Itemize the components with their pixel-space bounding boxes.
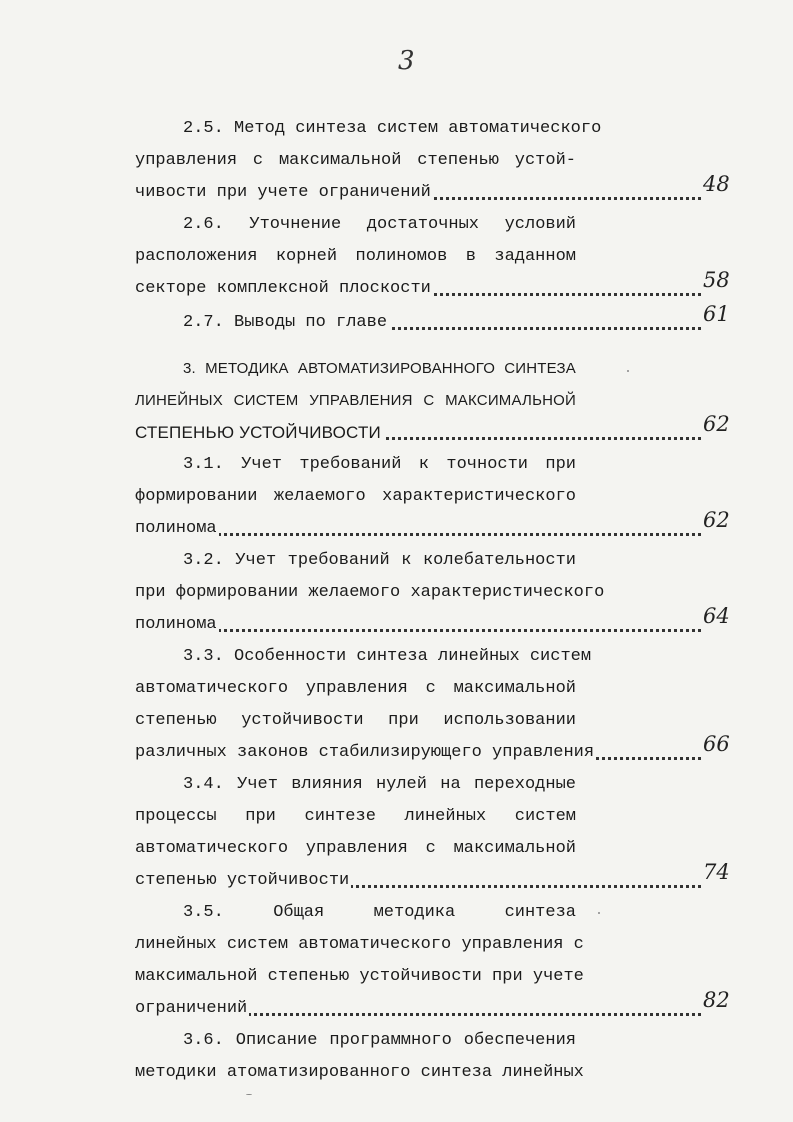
toc-entry-2-6-page: 58 (703, 268, 730, 292)
toc-entry-3-2-line-2: при формировании желаемого характеристического (135, 583, 605, 602)
toc-entry-2-5-line-2: управления с максимальной степенью устой- (135, 151, 576, 170)
scan-speck (598, 912, 600, 914)
toc-entry-3-5-line-1: 3.5. Общая методика синтеза (183, 903, 576, 922)
toc-entry-3-1-line-2: формировании желаемого характеристического (135, 487, 576, 506)
toc-entry-3-5-line-4: ограничений (135, 999, 248, 1018)
toc-entry-3-3-page: 66 (703, 732, 730, 756)
toc-entry-3-5-page: 82 (703, 988, 730, 1012)
toc-entry-3-2-line-1: 3.2. Учет требований к колебательности (183, 551, 576, 570)
toc-entry-3-2-line-3: полинома (135, 615, 217, 634)
toc-entry-3-4-leader (135, 871, 701, 891)
toc-entry-3-3-line-4: различных законов стабилизирующего управления (135, 743, 595, 762)
toc-entry-3-1-line-1: 3.1. Учет требований к точности при (183, 455, 576, 474)
toc-entry-3-3-leader (135, 743, 701, 763)
toc-entry-3-4-line-4: степенью устойчивости (135, 871, 350, 890)
toc-entry-3-4-page: 74 (703, 860, 730, 884)
toc-entry-3-4-line-2: процессы при синтезе линейных систем (135, 807, 576, 826)
toc-entry-3-2-leader (135, 615, 701, 635)
toc-entry-3-3-line-3: степенью устойчивости при использовании (135, 711, 576, 730)
toc-entry-3-5-line-2: линейных систем автоматического управления с (135, 935, 584, 954)
toc-entry-2-6-line-1: 2.6. Уточнение достаточных условий (183, 215, 576, 234)
toc-entry-3-5-leader (135, 999, 701, 1019)
toc-chapter-3-line-3: СТЕПЕНЬЮ УСТОЙЧИВОСТИ (135, 423, 381, 442)
toc-entry-2-7-line-1: 2.7. Выводы по главе (183, 313, 388, 332)
page-number: 3 (398, 46, 415, 76)
toc-entry-2-5-line-1: 2.5. Метод синтеза систем автоматического (183, 119, 602, 138)
toc-entry-3-2-page: 64 (703, 604, 730, 628)
toc-entry-3-1-line-3: полинома (135, 519, 217, 538)
dot-leader (135, 629, 701, 632)
toc-entry-2-6-leader (135, 279, 701, 299)
toc-entry-2-6-line-2: расположения корней полиномов в заданном (135, 247, 576, 266)
toc-entry-2-7-leader (183, 313, 701, 333)
toc-chapter-3-leader (135, 423, 701, 443)
scan-speck (627, 370, 629, 372)
toc-entry-3-6-line-2: методики атоматизированного синтеза линейных (135, 1063, 584, 1082)
scan-speck (246, 1094, 252, 1095)
toc-entry-2-7-page: 61 (703, 302, 730, 326)
toc-entry-3-3-line-1: 3.3. Особенности синтеза линейных систем (183, 647, 592, 666)
toc-chapter-3-page: 62 (703, 412, 730, 436)
toc-chapter-3-line-2: ЛИНЕЙНЫХ СИСТЕМ УПРАВЛЕНИЯ С МАКСИМАЛЬНОЙ (135, 392, 576, 409)
toc-entry-3-1-leader (135, 519, 701, 539)
toc-entry-3-1-page: 62 (703, 508, 730, 532)
toc-entry-3-6-line-1: 3.6. Описание программного обеспечения (183, 1031, 576, 1050)
toc-entry-2-5-line-3: чивости при учете ограничений (135, 183, 431, 202)
dot-leader (135, 533, 701, 536)
toc-entry-3-4-line-1: 3.4. Учет влияния нулей на переходные (183, 775, 576, 794)
toc-entry-3-5-line-3: максимальной степенью устойчивости при учете (135, 967, 584, 986)
toc-chapter-3-line-1: 3. МЕТОДИКА АВТОМАТИЗИРОВАННОГО СИНТЕЗА (183, 360, 576, 377)
toc-entry-3-4-line-3: автоматического управления с максимальной (135, 839, 576, 858)
toc-entry-2-5-page: 48 (703, 172, 730, 196)
toc-entry-2-5-leader (135, 183, 701, 203)
toc-entry-3-3-line-2: автоматического управления с максимальной (135, 679, 576, 698)
toc-entry-2-6-line-3: секторе комплексной плоскости (135, 279, 431, 298)
